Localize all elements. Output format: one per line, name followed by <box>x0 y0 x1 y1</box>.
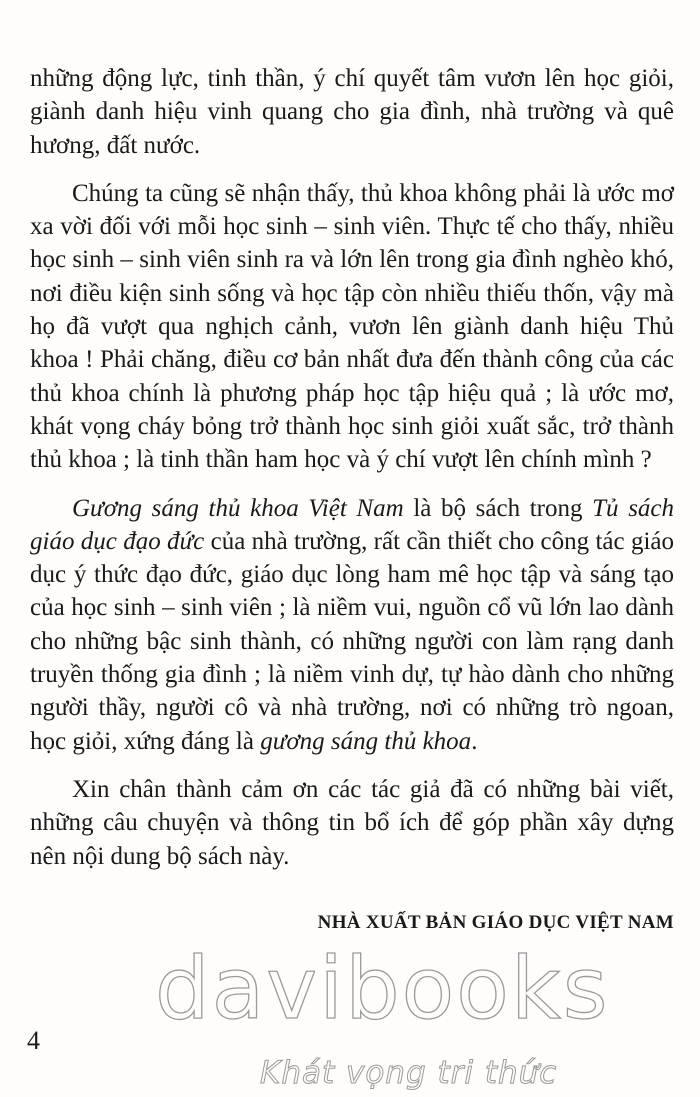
paragraph-3-text-a: là bộ sách trong <box>403 494 593 522</box>
paragraph-3 <box>30 492 674 758</box>
publisher-signature: NHÀ XUẤT BẢN GIÁO DỤC VIỆT NAM <box>317 912 674 933</box>
watermark-brand: davibooks <box>155 939 610 1039</box>
closing-phrase: gương sáng thủ khoa <box>260 727 472 755</box>
book-title: Gương sáng thủ khoa Việt Nam <box>72 494 404 522</box>
watermark-tagline: Khát vọng tri thức <box>260 1055 558 1091</box>
body-text <box>30 62 674 873</box>
paragraph-1: những động lực, tinh thần, ý chí quyết tâm vươn lên học giỏi, giành danh hiệu vinh quang cho gia đình, nhà trường và quê hương, đất nước. <box>30 65 674 159</box>
series-title: Tủ sách giáo dục đạo đức <box>30 494 675 555</box>
paragraph-4: Xin chân thành cảm ơn các tác giả đã có những bài viết, những câu chuyện và thông tin bổ ích để góp phần xây dựng nên nội dung bộ sách này. <box>30 775 674 870</box>
page-number: 4 <box>27 1026 40 1055</box>
paragraph-2: Chúng ta cũng sẽ nhận thấy, thủ khoa không phải là ước mơ xa vời đối với mỗi học sinh – sinh viên. Thực tế cho thấy, nhiều học sinh – sinh viên sinh ra và lớn lên trong gia đình nghèo khó, nơi điều kiện sinh sống và học tập còn nhiều thiếu thốn, vậy mà họ đã vượt qua nghịch cảnh, vươn lên giành danh hiệu Thủ khoa ! Phải chăng, điều cơ bản nhất đưa đến thành công của các thủ khoa chính là phương pháp học tập hiệu quả ; là ước mơ, khát vọng cháy bỏng trở thành học sinh giỏi xuất sắc, trở thành thủ khoa ; là tinh thần ham học và ý chí vượt lên chính mình ? <box>30 179 674 474</box>
paragraph-3-text-b: của nhà trường, rất cần thiết cho công tác giáo dục ý thức đạo đức, giáo dục lòng ham mê học tập và sáng tạo của học sinh – sinh viên ; là niềm vui, nguồn cổ vũ lớn lao dành cho những bậc sinh thành, có những người con làm rạng danh truyền thống gia đình ; là niềm vinh dự, tự hào dành cho những người thầy, người cô và nhà trường, nơi có những trò ngoan, học giỏi, xứng đáng là <box>30 527 674 755</box>
paragraph-3-end: . <box>471 727 478 755</box>
